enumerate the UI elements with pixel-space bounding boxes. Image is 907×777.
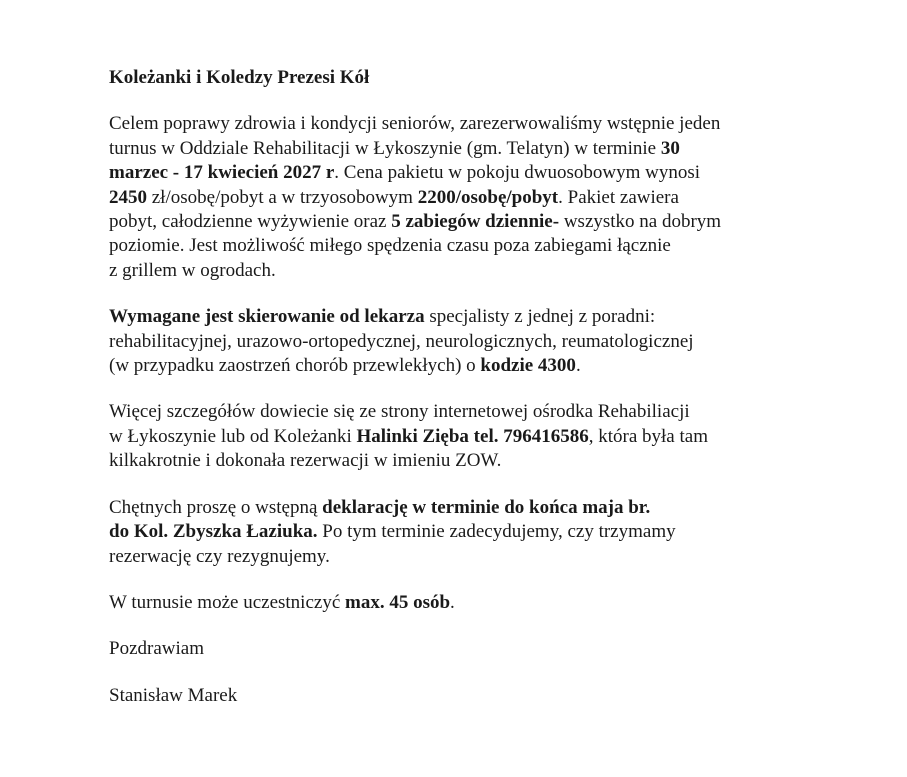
paragraph-details — [109, 400, 809, 473]
offer-line-2: turnus w Oddziale Rehabilitacji w Łykoszynie (gm. Telatyn) w terminie 30 — [109, 137, 680, 159]
declaration-line-2: do Kol. Zbyszka Łaziuka. Po tym terminie zadecydujemy, czy trzymamy — [109, 521, 676, 543]
referral-code: kodzie 4300 — [480, 355, 576, 377]
offer-line-5: pobyt, całodzienne wyżywienie oraz 5 zabiegów dziennie- wszystko na dobrym — [109, 211, 722, 233]
date-range: marzec - 17 kwiecień 2027 r — [109, 162, 335, 184]
paragraph-referral — [109, 305, 809, 378]
closing: Pozdrawiam — [109, 638, 204, 660]
treatments-count: 5 zabiegów dziennie- — [391, 211, 560, 233]
details-line-3: kilkakrotnie i dokonała rezerwacji w imieniu ZOW. — [109, 450, 502, 472]
paragraph-signature — [109, 684, 809, 708]
max-participants: max. 45 osób — [345, 591, 451, 613]
greeting: Koleżanki i Koledzy Prezesi Kół — [109, 67, 370, 88]
declaration-line-1: Chętnych proszę o wstępną deklarację w terminie do końca maja br. — [109, 496, 651, 518]
referral-requirement: Wymagane jest skierowanie od lekarza — [109, 306, 425, 328]
contact-person: Halinki Zięba tel. 796416586 — [356, 425, 589, 447]
offer-line-4: 2450 zł/osobę/pobyt a w trzyosobowym 2200/osobę/pobyt. Pakiet zawiera — [109, 186, 679, 208]
paragraph-capacity — [109, 591, 809, 615]
referral-line-1: Wymagane jest skierowanie od lekarza specjalisty z jednej z poradni: — [109, 306, 656, 328]
offer-line-3: marzec - 17 kwiecień 2027 r. Cena pakietu w pokoju dwuosobowym wynosi — [109, 162, 701, 184]
offer-line-7: z grillem w ogrodach. — [109, 259, 276, 281]
price-double: 2450 — [109, 186, 147, 208]
referral-line-2: rehabilitacyjnej, urazowo-ortopedycznej, neurologicznych, reumatologicznej — [109, 330, 694, 352]
declaration-recipient: do Kol. Zbyszka Łaziuka. — [109, 521, 318, 543]
signature: Stanisław Marek — [109, 684, 238, 706]
price-triple: 2200/osobę/pobyt — [417, 186, 559, 208]
letter-body — [109, 66, 809, 730]
paragraph-closing — [109, 637, 809, 661]
capacity-line: W turnusie może uczestniczyć max. 45 osób. — [109, 591, 455, 613]
offer-line-6: poziomie. Jest możliwość miłego spędzenia czasu poza zabiegami łącznie — [109, 235, 671, 257]
greeting-paragraph — [109, 66, 809, 90]
declaration-line-3: rezerwację czy rezygnujemy. — [109, 545, 330, 567]
details-line-1: Więcej szczegółów dowiecie się ze strony internetowej ośrodka Rehabiliacji — [109, 401, 690, 423]
offer-line-1: Celem poprawy zdrowia i kondycji seniorów, zarezerwowaliśmy wstępnie jeden — [109, 113, 721, 135]
paragraph-declaration — [109, 496, 809, 569]
paragraph-offer — [109, 112, 809, 283]
date-start: 30 — [660, 137, 680, 159]
details-line-2: w Łykoszynie lub od Koleżanki Halinki Zięba tel. 796416586, która była tam — [109, 425, 708, 447]
declaration-deadline: deklarację w terminie do końca maja br. — [322, 496, 651, 518]
referral-line-3: (w przypadku zaostrzeń chorób przewlekłych) o kodzie 4300. — [109, 355, 581, 377]
